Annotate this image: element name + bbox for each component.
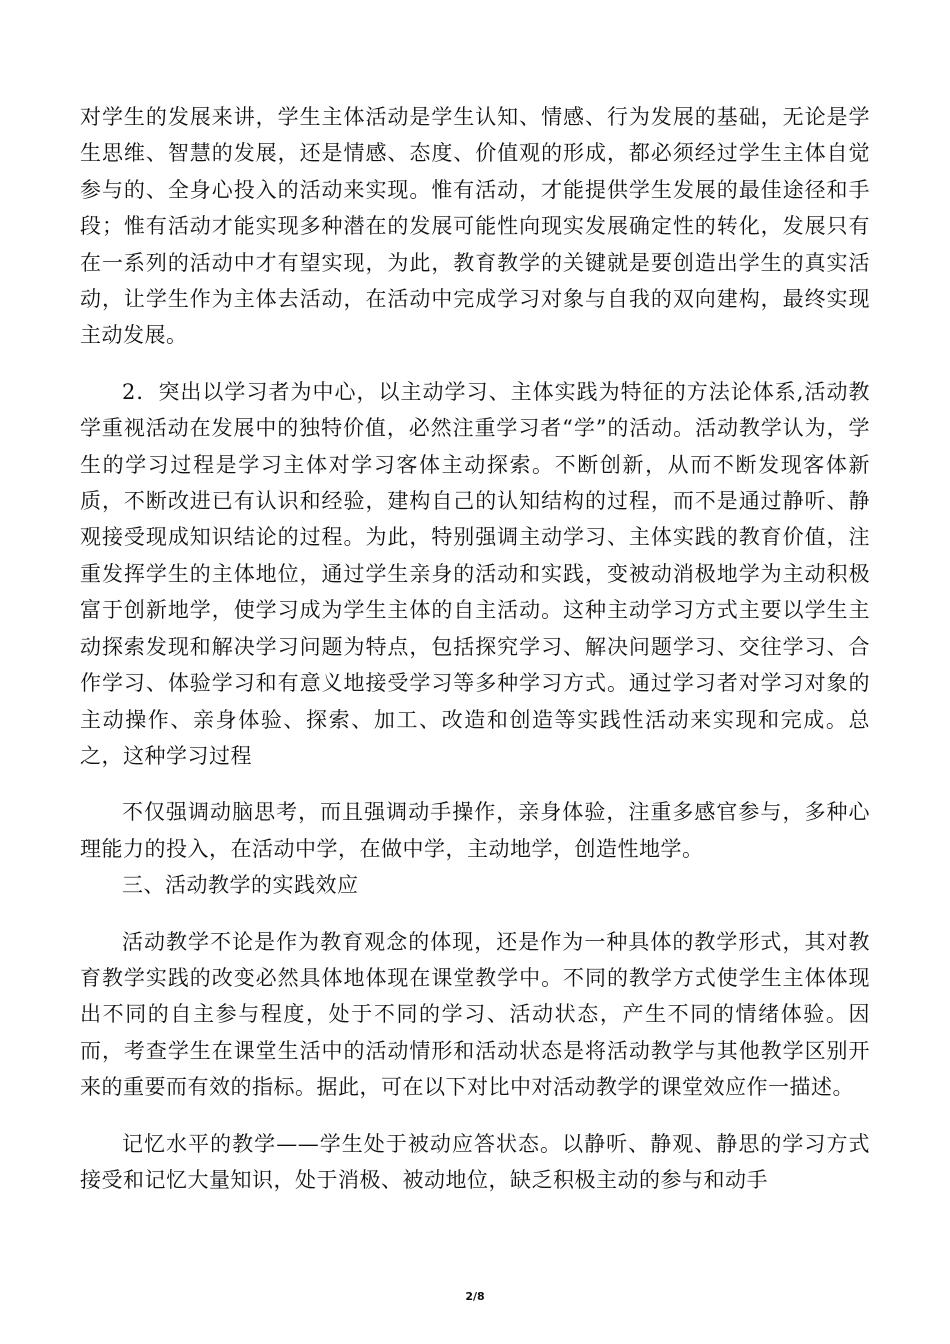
paragraph-practice-effect: 活动教学不论是作为教育观念的体现，还是作为一种具体的教学形式，其对教育教学实践的改变必然具体地体现在课堂教学中。不同的教学方式使学生主体体现出不同的自主参与程度，处于不同的学习、活动状态，产生不同的情绪体验。因而，考查学生在课堂生活中的活动情形和活动状态是将活动教学与其他教学区别开来的重要而有效的指标。据此，可在以下对比中对活动教学的课堂效应作一描述。: [80, 929, 870, 1100]
paragraph-student-development: 对学生的发展来讲，学生主体活动是学生认知、情感、行为发展的基础，无论是学生思维、智慧的发展，还是情感、态度、价值观的形成，都必须经过学生主体自觉参与的、全身心投入的活动来实现。惟有活动，才能提供学生发展的最佳途径和手段；惟有活动才能实现多种潜在的发展可能性向现实发展确定性的转化，发展只有在一系列的活动中才有望实现，为此，教育教学的关键就是要创造出学生的真实活动，让学生作为主体去活动，在活动中完成学习对象与自我的双向建构，最终实现主动发展。: [80, 105, 870, 348]
page-number: 2/8: [465, 1290, 485, 1303]
document-body: [80, 99, 870, 1198]
paragraph-memory-level: 记忆水平的教学——学生处于被动应答状态。以静听、静观、静思的学习方式接受和记忆大量知识，处于消极、被动地位，缺乏积极主动的参与和动手: [80, 1131, 870, 1192]
paragraph-learner-centered: 2．突出以学习者为中心，以主动学习、主体实践为特征的方法论体系,活动教学重视活动在发展中的独特价值，必然注重学习者“学”的活动。活动教学认为，学生的学习过程是学习主体对学习客体主动探索。不断创新，从而不断发现客体新质，不断改进已有认识和经验，建构自己的认知结构的过程，而不是通过静听、静观接受现成知识结论的过程。为此，特别强调主动学习、主体实践的教育价值，注重发挥学生的主体地位，通过学生亲身的活动和实践，变被动消极地学为主动积极富于创新地学，使学习成为学生主体的自主活动。这种主动学习方式主要以学生主动探索发现和解决学习问题为特点，包括探究学习、解决问题学习、交往学习、合作学习、体验学习和有意义地接受学习等多种学习方式。通过学习者对学习对象的主动操作、亲身体验、探索、加工、改造和创造等实践性活动来实现和完成。总之，这种学习过程: [80, 379, 870, 768]
paragraph-hands-on: 不仅强调动脑思考，而且强调动手操作，亲身体验，注重多感官参与，多种心理能力的投入，在活动中学，在做中学，主动地学，创造性地学。: [80, 800, 870, 861]
section-heading: 三、活动教学的实践效应: [122, 873, 359, 898]
